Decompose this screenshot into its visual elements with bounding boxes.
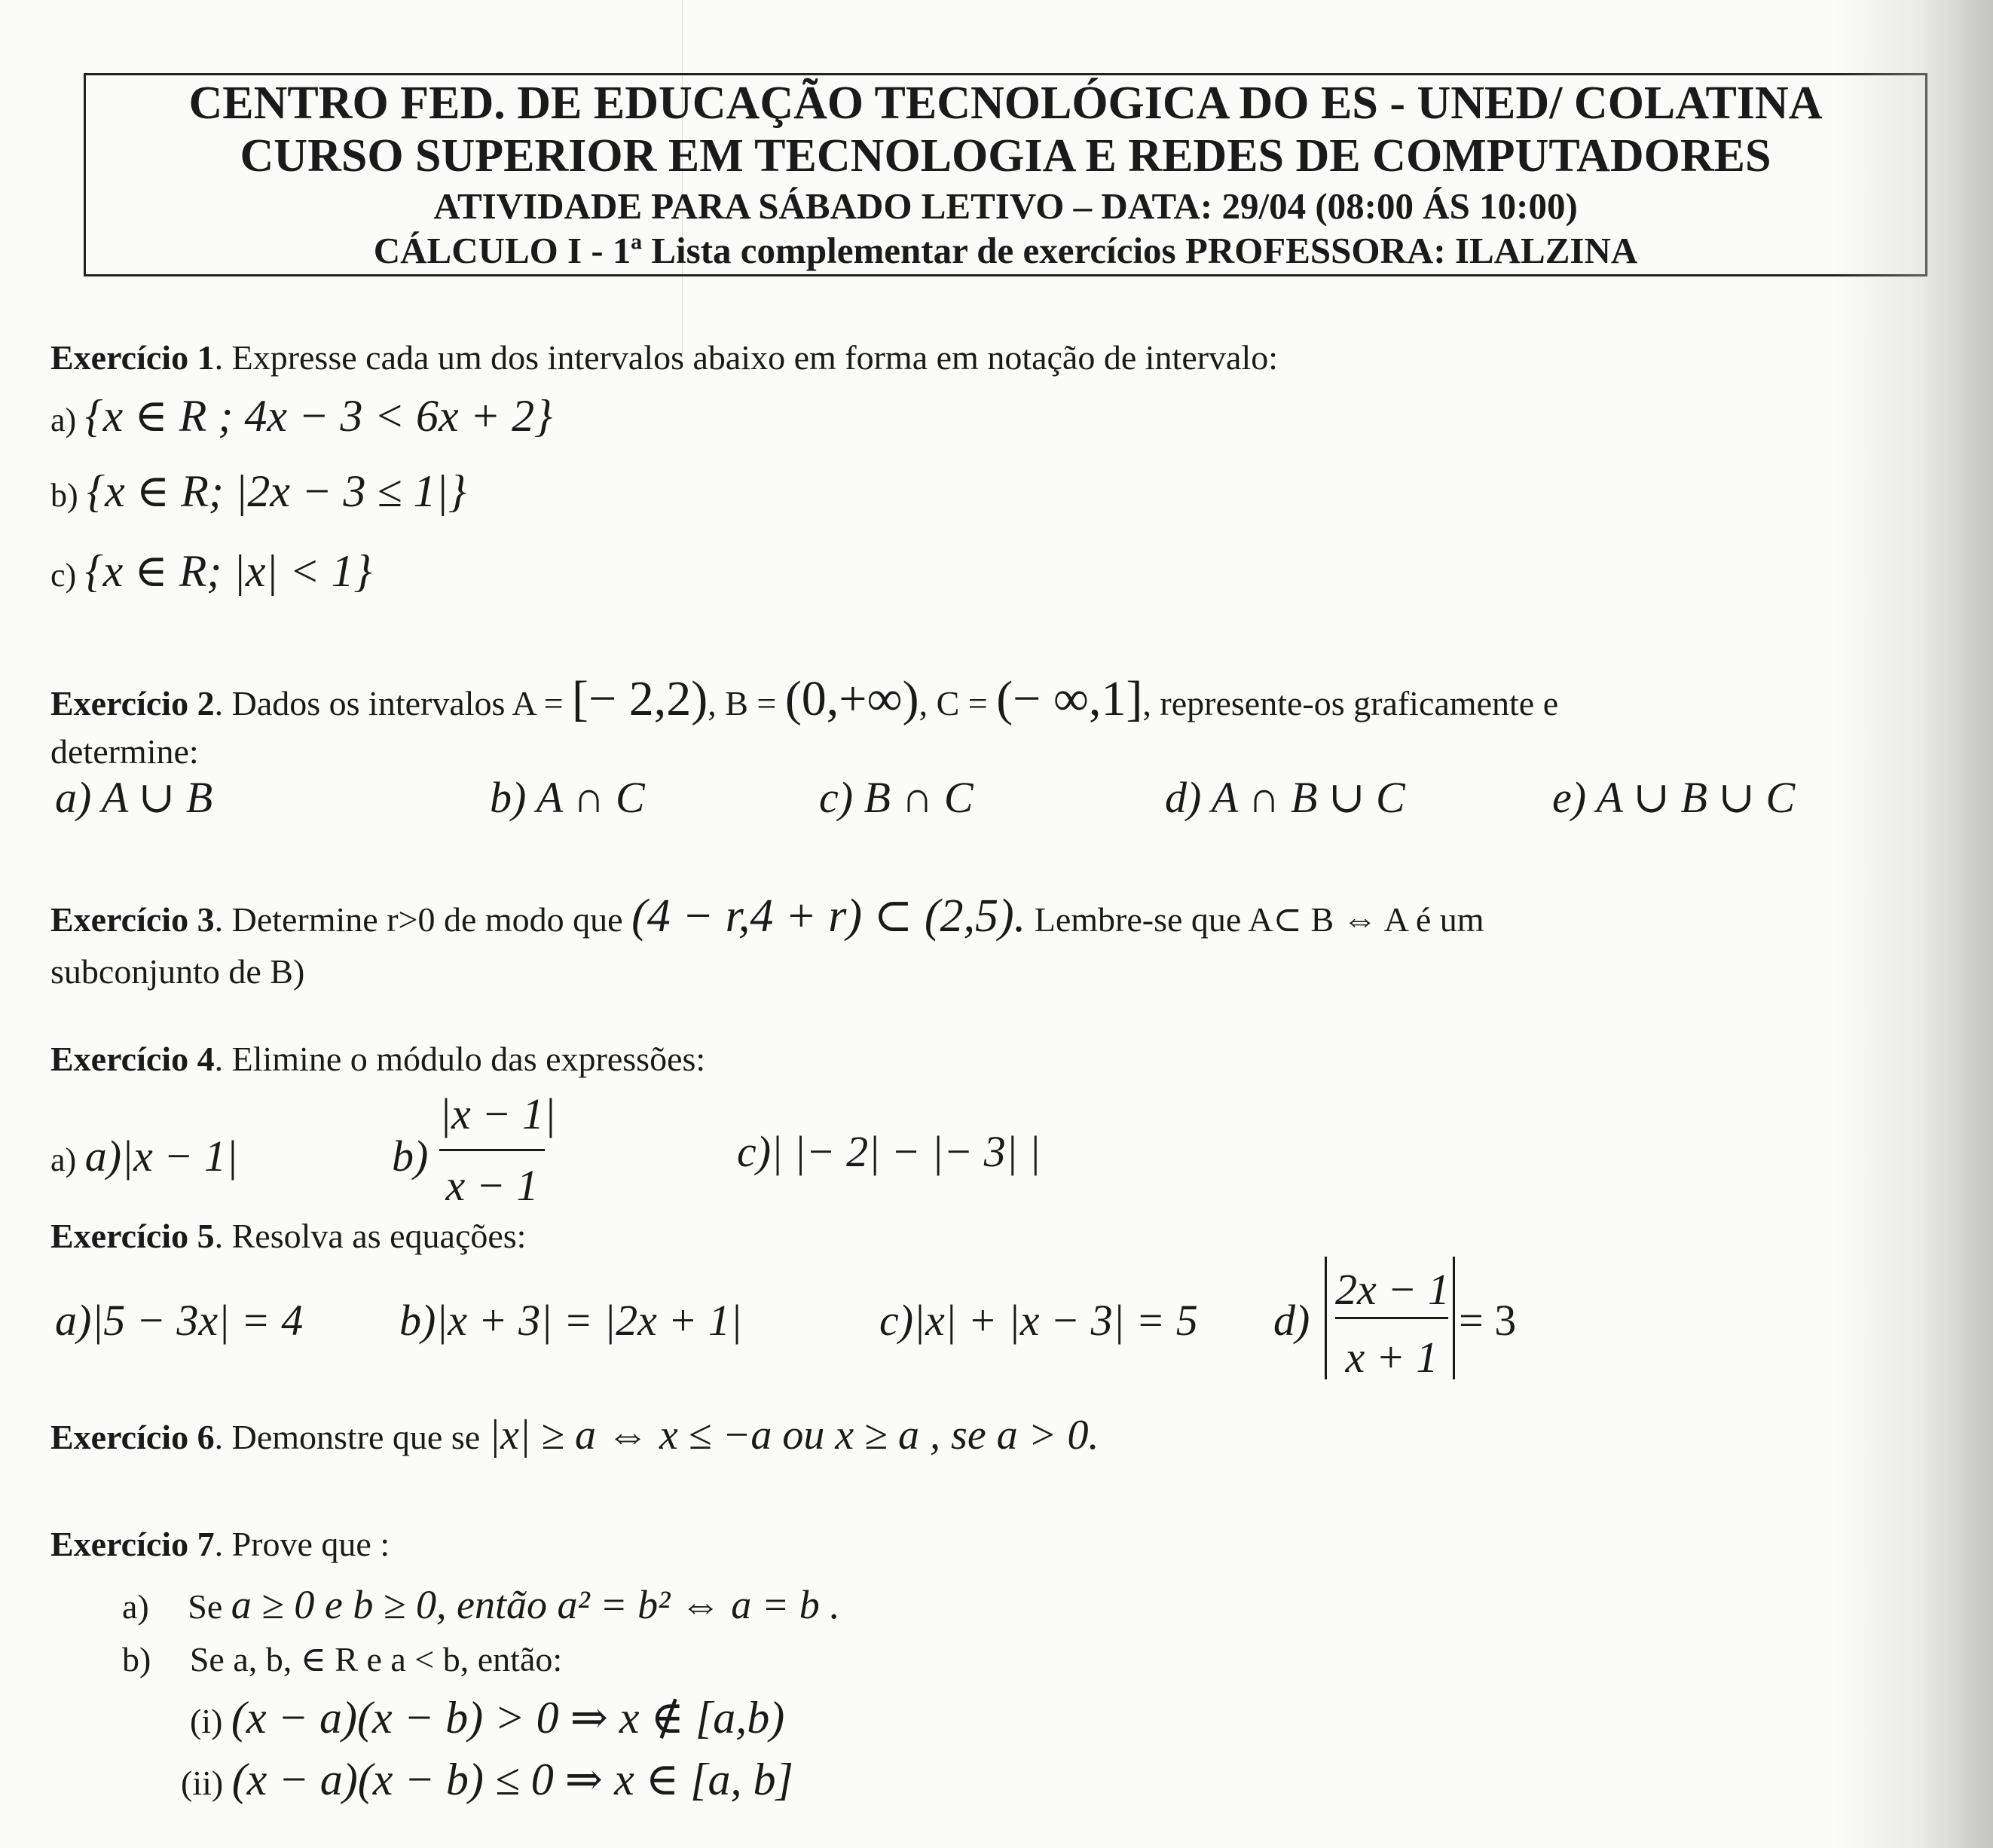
- ex4-text: . Elimine o módulo das expressões:: [214, 1040, 706, 1078]
- ex1-item-b-letter: b): [50, 477, 78, 514]
- ex2-line2: determine:: [50, 732, 199, 771]
- ex7-item-b-letter: b): [122, 1640, 151, 1678]
- ex5-item-d-abs-right: [1453, 1257, 1455, 1379]
- ex4-item-c: c)| |− 2| − |− 3| |: [737, 1127, 1041, 1176]
- ex6-statement: [50, 1412, 1099, 1459]
- ex1-item-a: [50, 391, 553, 441]
- ex5-item-a: a)|5 − 3x| = 4: [55, 1296, 304, 1345]
- ex1-item-c-letter: c): [50, 557, 77, 594]
- ex2-interval-b: (0,+∞): [784, 671, 919, 726]
- ex3-math: (4 − r,4 + r) ⊂ (2,5).: [631, 890, 1026, 942]
- ex1-item-c: [50, 548, 371, 594]
- ex1-label: Exercício 1: [50, 338, 215, 377]
- ex5-item-c: c)|x| + |x − 3| = 5: [879, 1296, 1198, 1345]
- ex7-statement: [50, 1527, 390, 1562]
- ex4-item-a-prefix: a): [50, 1141, 77, 1178]
- ex7-item-b: [122, 1642, 562, 1677]
- ex4-item-b-fraction-bar: [439, 1149, 545, 1151]
- ex5-item-d-fraction-bar: [1335, 1317, 1448, 1319]
- ex3-text-before: . Determine r>0 de modo que: [214, 900, 632, 939]
- ex7-item-b-ii: [181, 1757, 793, 1802]
- ex6-label: Exercício 6: [50, 1418, 215, 1456]
- ex3-statement: [50, 890, 1484, 942]
- ex5-item-b: b)|x + 3| = |2x + 1|: [399, 1296, 742, 1345]
- ex7-text: . Prove que :: [214, 1525, 390, 1563]
- ex2-sep-b: , B =: [708, 684, 785, 722]
- ex5-item-d-denominator: x + 1: [1345, 1333, 1438, 1382]
- ex5-label: Exercício 5: [50, 1217, 215, 1255]
- ex1-statement: [50, 338, 1279, 377]
- header-course: CURSO SUPERIOR EM TECNOLOGIA E REDES DE COMPUTADORES: [240, 130, 1771, 182]
- ex1-text: . Expresse cada um dos intervalos abaixo em forma em notação de intervalo:: [214, 338, 1279, 377]
- ex3-text-after: Lembre-se que A⊂ B ⇔ A é um: [1026, 900, 1484, 939]
- ex2-item-d: d) A ∩ B ∪ C: [1165, 773, 1405, 822]
- ex1-item-b: [50, 466, 466, 516]
- ex5-item-d-prefix: d): [1273, 1296, 1310, 1345]
- ex6-text: . Demonstre que se: [214, 1418, 489, 1456]
- ex7-item-a-math: a ≥ 0 e b ≥ 0, então a² = b² ⇔ a = b .: [231, 1582, 840, 1627]
- ex7-item-b-ii-label: (ii): [181, 1764, 224, 1802]
- ex4-item-b-numerator: |x − 1|: [439, 1089, 556, 1138]
- ex5-item-d-rhs: = 3: [1459, 1296, 1517, 1345]
- ex2-text-after: , represente-os graficamente e: [1142, 684, 1559, 722]
- ex2-sep-c: , C =: [919, 684, 997, 722]
- ex6-math: |x| ≥ a ⇔ x ≤ −a ou x ≥ a , se a > 0.: [488, 1412, 1099, 1459]
- ex2-item-b: b) A ∩ C: [490, 773, 645, 822]
- ex7-item-a-letter: a): [122, 1587, 149, 1626]
- ex2-item-e: e) A ∪ B ∪ C: [1552, 773, 1796, 822]
- ex4-item-b-prefix: b): [392, 1132, 429, 1181]
- ex2-interval-c: (− ∞,1]: [996, 671, 1143, 726]
- ex2-item-c: c) B ∩ C: [819, 773, 974, 822]
- ex1-item-a-letter: a): [50, 402, 77, 438]
- ex4-label: Exercício 4: [50, 1040, 215, 1078]
- ex2-item-a: a) A ∪ B: [55, 773, 213, 822]
- ex4-item-a: [50, 1132, 238, 1181]
- header-box: [84, 73, 1927, 276]
- ex7-item-b-text: Se a, b, ∈ R e a < b, então:: [189, 1640, 563, 1678]
- ex2-interval-a: [− 2,2): [572, 671, 708, 726]
- ex3-line2: subconjunto de B): [50, 952, 305, 991]
- ex1-item-c-math: {x ∈ R; |x| < 1}: [84, 546, 372, 596]
- header-subject-professor: CÁLCULO I - 1ª Lista complementar de exercícios PROFESSORA: ILALZINA: [373, 230, 1638, 271]
- ex4-statement: [50, 1042, 705, 1077]
- ex4-item-b-denominator: x − 1: [445, 1161, 539, 1210]
- ex2-statement: [50, 671, 1559, 726]
- ex7-item-b-ii-math: (x − a)(x − b) ≤ 0 ⇒ x ∈ [a, b]: [231, 1755, 793, 1804]
- ex4-item-a-math: a)|x − 1|: [84, 1132, 238, 1181]
- ex7-item-b-i-math: (x − a)(x − b) > 0 ⇒ x ∉ [a,b): [231, 1693, 785, 1743]
- ex3-label: Exercício 3: [50, 900, 215, 939]
- header-institution: CENTRO FED. DE EDUCAÇÃO TECNOLÓGICA DO ES - UNED/ COLATINA: [188, 78, 1823, 129]
- ex7-item-a-text: Se: [188, 1587, 231, 1626]
- ex5-item-d-abs-left: [1325, 1257, 1327, 1379]
- ex7-label: Exercício 7: [50, 1525, 215, 1563]
- ex2-label: Exercício 2: [50, 684, 215, 722]
- ex5-item-d-numerator: 2x − 1: [1335, 1265, 1450, 1314]
- ex1-item-a-math: {x ∈ R ; 4x − 3 < 6x + 2}: [84, 391, 553, 441]
- scan-edge-shadow: [1835, 0, 1993, 1848]
- ex7-item-a: [122, 1584, 840, 1625]
- ex5-text: . Resolva as equações:: [214, 1217, 527, 1255]
- ex7-item-b-i: [190, 1693, 785, 1743]
- ex1-item-b-math: {x ∈ R; |2x − 3 ≤ 1|}: [87, 466, 466, 516]
- header-activity-date: ATIVIDADE PARA SÁBADO LETIVO – DATA: 29/04 (08:00 ÁS 10:00): [433, 185, 1578, 227]
- ex2-text-before: . Dados os intervalos A =: [214, 684, 573, 722]
- ex5-statement: [50, 1219, 526, 1254]
- ex7-item-b-i-label: (i): [190, 1702, 223, 1740]
